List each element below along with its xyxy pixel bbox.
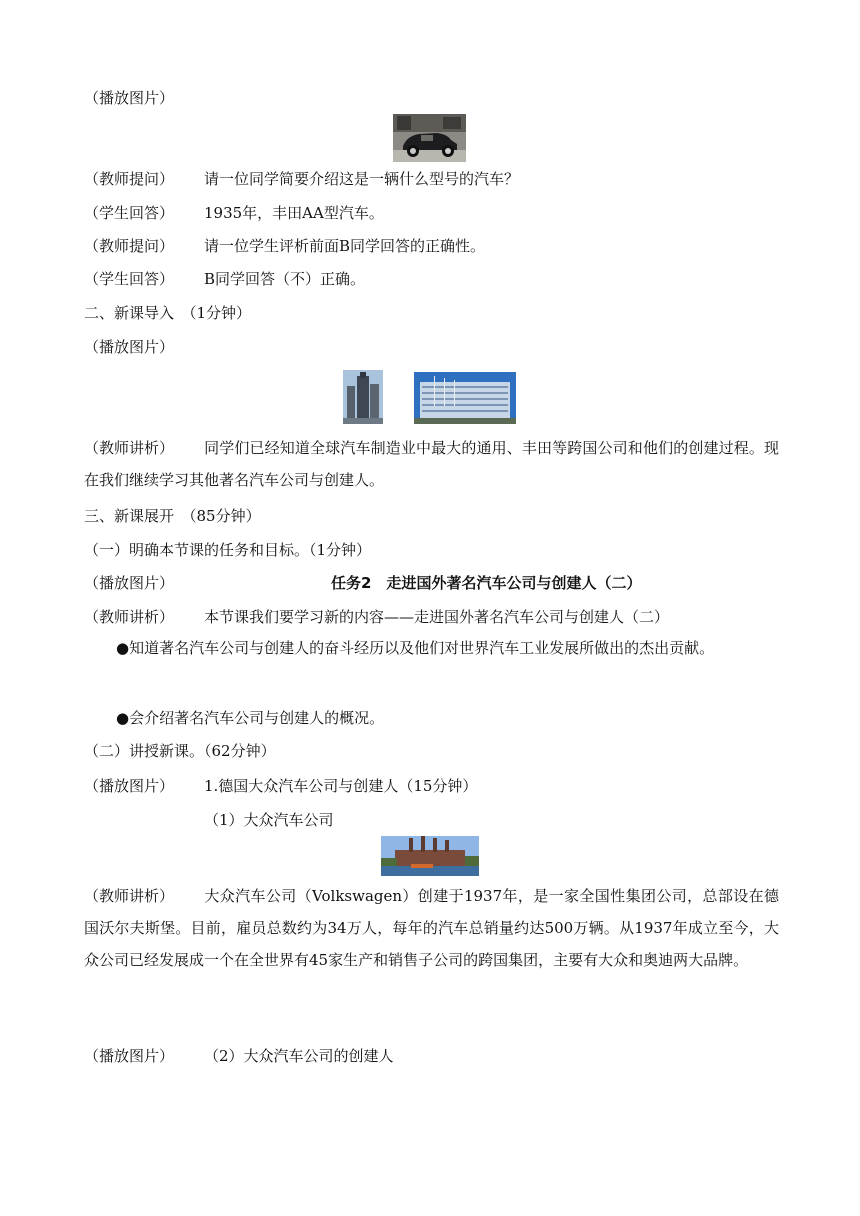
play-image-line: （播放图片） (84, 338, 175, 356)
bullet-item: ●会介绍著名汽车公司与创建人的概况。 (116, 709, 385, 727)
gm-building-image (343, 370, 383, 424)
subsection-heading: （一）明确本节课的任务和目标。（1分钟） (84, 541, 372, 559)
teacher-explanation-paragraph (84, 880, 779, 976)
line-text: 请一位学生评析前面B同学回答的正确性。 (204, 237, 486, 255)
topic-heading: （1）大众汽车公司 (204, 811, 334, 829)
toyota-aa-car-image (393, 114, 466, 162)
qa-line (84, 607, 669, 627)
line-text: 1935年，丰田AA型汽车。 (204, 204, 384, 222)
task-title: 任务2 走进国外著名汽车公司与创建人（二） (331, 574, 642, 592)
volkswagen-factory-image (381, 836, 479, 876)
subsection-heading: （二）讲授新课。（62分钟） (84, 742, 276, 760)
line-tag: （播放图片） (84, 777, 175, 795)
line-text: 本节课我们要学习新的内容——走进国外著名汽车公司与创建人（二） (204, 608, 670, 626)
teacher-explanation-paragraph (84, 432, 779, 496)
line-text: 请一位同学简要介绍这是一辆什么型号的汽车？ (204, 170, 520, 188)
qa-line (84, 776, 477, 796)
play-image-line: （播放图片） (84, 89, 175, 107)
line-tag: （教师讲析） (84, 887, 175, 905)
bullet-item: ●知道著名汽车公司与创建人的奋斗经历以及他们对世界汽车工业发展所做出的杰出贡献。 (116, 639, 715, 657)
line-tag: （教师讲析） (84, 439, 175, 457)
qa-line (84, 169, 519, 189)
line-tag: （学生回答） (84, 204, 175, 222)
line-tag: （教师提问） (84, 237, 175, 255)
qa-line (84, 269, 365, 289)
paragraph-text: 大众汽车公司（Volkswagen）创建于1937年，是一家全国性集团公司，总部设在德国沃尔夫斯堡。目前，雇员总数约为34万人，每年的汽车总销量约达500万辆。从1937年成立至今，大众公司已经发展成一个在全世界有45家生产和销售子公司的跨国集团，主要有大众和奥迪两大品牌。 (84, 887, 779, 969)
section-heading: 二、新课导入 （1分钟） (84, 304, 252, 322)
line-tag: （学生回答） (84, 270, 175, 288)
line-tag: （教师提问） (84, 170, 175, 188)
qa-line (84, 203, 384, 223)
toyota-building-image (414, 372, 516, 424)
line-text: B同学回答（不）正确。 (204, 270, 366, 288)
line-text: （2）大众汽车公司的创建人 (204, 1047, 394, 1065)
qa-line (84, 236, 485, 256)
line-tag: （教师讲析） (84, 608, 175, 626)
paragraph-text: 同学们已经知道全球汽车制造业中最大的通用、丰田等跨国公司和他们的创建过程。现在我们继续学习其他著名汽车公司与创建人。 (84, 439, 779, 489)
section-heading: 三、新课展开 （85分钟） (84, 507, 261, 525)
play-image-line: （播放图片） (84, 574, 175, 592)
line-tag: （播放图片） (84, 1047, 175, 1065)
line-text: 1.德国大众汽车公司与创建人（15分钟） (204, 777, 478, 795)
qa-line (84, 1046, 394, 1066)
